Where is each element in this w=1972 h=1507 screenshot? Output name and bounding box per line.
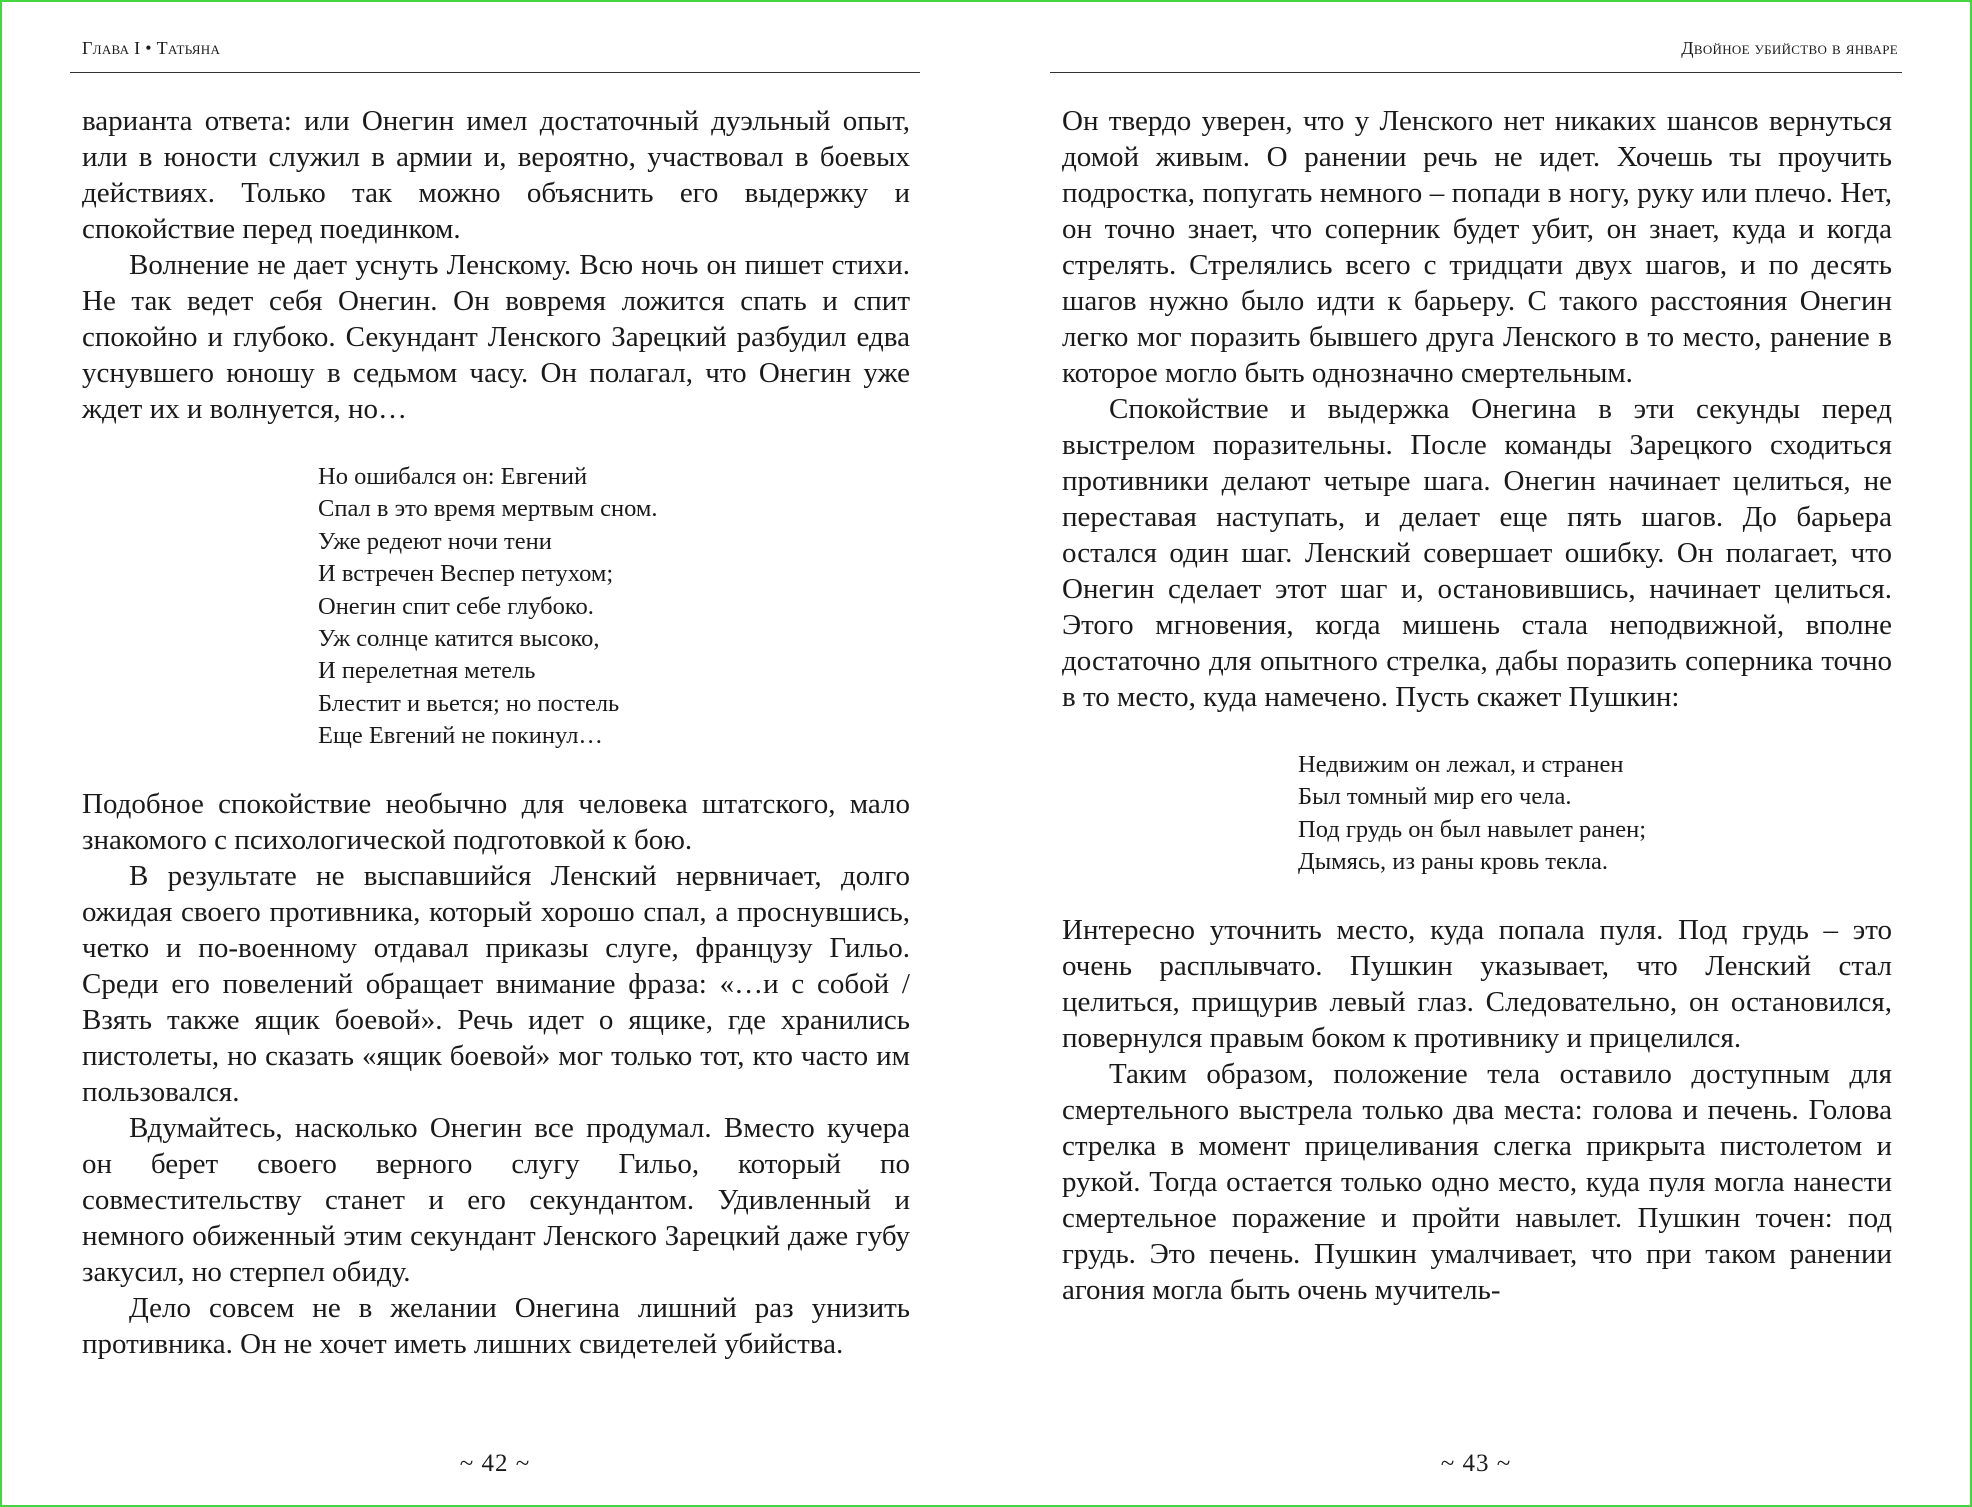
header-rule bbox=[1050, 72, 1902, 73]
right-page bbox=[1050, 0, 1902, 1507]
paragraph: Вдумайтесь, насколько Онегин все продумал. Вместо кучера он берет своего верного слугу Гильо, который по совместительству станет и его секундантом. Удивленный и немного обиженный этим секундант Ленского Зарецкий даже губу закусил, но стерпел обиду. bbox=[82, 1111, 910, 1288]
verse-line: И перелетная метель bbox=[318, 657, 536, 685]
paragraph: Волнение не дает уснуть Ленскому. Всю ночь он пишет стихи. Не так ведет себя Онегин. Он вовремя ложится спать и спит спокойно и глубоко. Секундант Ленского Зарецкий разбудил едва уснувшего юношу в седьмом часу. Он полагал, что Онегин уже ждет их и волнуется, но… bbox=[82, 249, 910, 425]
verse-line: Уж солнце катится высоко, bbox=[318, 625, 600, 653]
left-page bbox=[70, 0, 920, 1507]
verse-line: Спал в это время мертвым сном. bbox=[318, 495, 658, 523]
paragraph: Подобное спокойствие необычно для человека штатского, мало знакомого с психологической подготовкой к бою. bbox=[82, 787, 910, 856]
left-page-body bbox=[82, 103, 910, 1362]
verse-line: Блестит и вьется; но постель bbox=[318, 689, 620, 717]
verse-line: Недвижим он лежал, и странен bbox=[1298, 751, 1624, 778]
verse-line: Онегин спит себе глубоко. bbox=[318, 592, 594, 620]
paragraph: варианта ответа: или Онегин имел достаточный дуэльный опыт, или в юности служил в армии и, вероятно, участвовал в боевых действиях. Только так можно объяснить его выдержку и спокойствие перед поединком. bbox=[82, 105, 910, 245]
page-number: ~ 43 ~ bbox=[1440, 1450, 1512, 1477]
paragraph: Он твердо уверен, что у Ленского нет никаких шансов вернуться домой живым. О ранении речь не идет. Хочешь ты проучить подростка, попугать немного – попади в ногу, руку или плечо. Нет, он точно знает, что соперник будет убит, он знает, куда и когда стрелять. Стрелялись всего с тридцати двух шагов, и по десять шагов нужно было идти к барьеру. С такого расстояния Онегин легко мог поразить бывшего друга Ленского в то место, ранение в которое могло быть однозначно смертельным. bbox=[1062, 105, 1892, 389]
verse-line: Уже редеют ночи тени bbox=[318, 527, 552, 555]
paragraph: Интересно уточнить место, куда попала пуля. Под грудь – это очень расплывчато. Пушкин указывает, что Ленский стал целиться, прищурив левый глаз. Следовательно, он остановился, повернулся правым боком к противнику и прицелился. bbox=[1062, 913, 1892, 1054]
header-rule bbox=[70, 72, 920, 73]
verse-line: Еще Евгений не покинул… bbox=[318, 722, 603, 750]
verse-line: Дымясь, из раны кровь текла. bbox=[1298, 848, 1608, 876]
verse-quote bbox=[82, 461, 910, 753]
page-number: ~ 42 ~ bbox=[459, 1450, 531, 1477]
running-header-right: Двойное убийство в январе bbox=[1681, 38, 1898, 58]
verse-line: Под грудь он был навылет ранен; bbox=[1298, 815, 1647, 843]
running-header-left: Глава I • Татьяна bbox=[82, 38, 221, 58]
verse-line: Был томный мир его чела. bbox=[1298, 783, 1572, 811]
paragraph: Дело совсем не в желании Онегина лишний раз унизить противника. Он не хочет иметь лишних свидетелей убийства. bbox=[82, 1291, 910, 1360]
paragraph: Спокойствие и выдержка Онегина в эти секунды перед выстрелом поразительны. После команды Зарецкого сходиться противники делают четыре шага. Онегин начинает целиться, не переставая наступать, и делает еще пять шагов. До барьера остался один шаг. Ленский совершает ошибку. Он полагает, что Онегин сделает этот шаг и, остановившись, начинает целиться. Этого мгновения, когда мишень стала неподвижной, вполне достаточно для опытного стрелка, дабы поразить соперника точно в то место, куда намечено. Пусть скажет Пушкин: bbox=[1062, 393, 1892, 713]
verse-quote bbox=[1062, 749, 1892, 879]
verse-line: И встречен Веспер петухом; bbox=[318, 560, 614, 588]
verse-line: Но ошибался он: Евгений bbox=[318, 463, 588, 490]
paragraph: Таким образом, положение тела оставило доступным для смертельного выстрела только два места: голова и печень. Голова стрелка в момент прицеливания слегка прикрыта пистолетом и рукой. Тогда остается только одно место, куда пуля могла нанести смертельное поражение и пройти навылет. Пушкин точен: под грудь. Это печень. Пушкин умалчивает, что при таком ранении агония могла быть очень мучитель- bbox=[1062, 1057, 1892, 1306]
right-page-body bbox=[1062, 103, 1892, 1308]
paragraph: В результате не выспавшийся Ленский нервничает, долго ожидая своего противника, который хорошо спал, а проснувшись, четко и по-военному отдавал приказы слуге, французу Гильо. Среди его повелений обращает внимание фраза: «…и с собой / Взять также ящик боевой». Речь идет о ящике, где хранились пистолеты, но сказать «ящик боевой» мог только тот, кто часто им пользовался. bbox=[82, 859, 910, 1108]
